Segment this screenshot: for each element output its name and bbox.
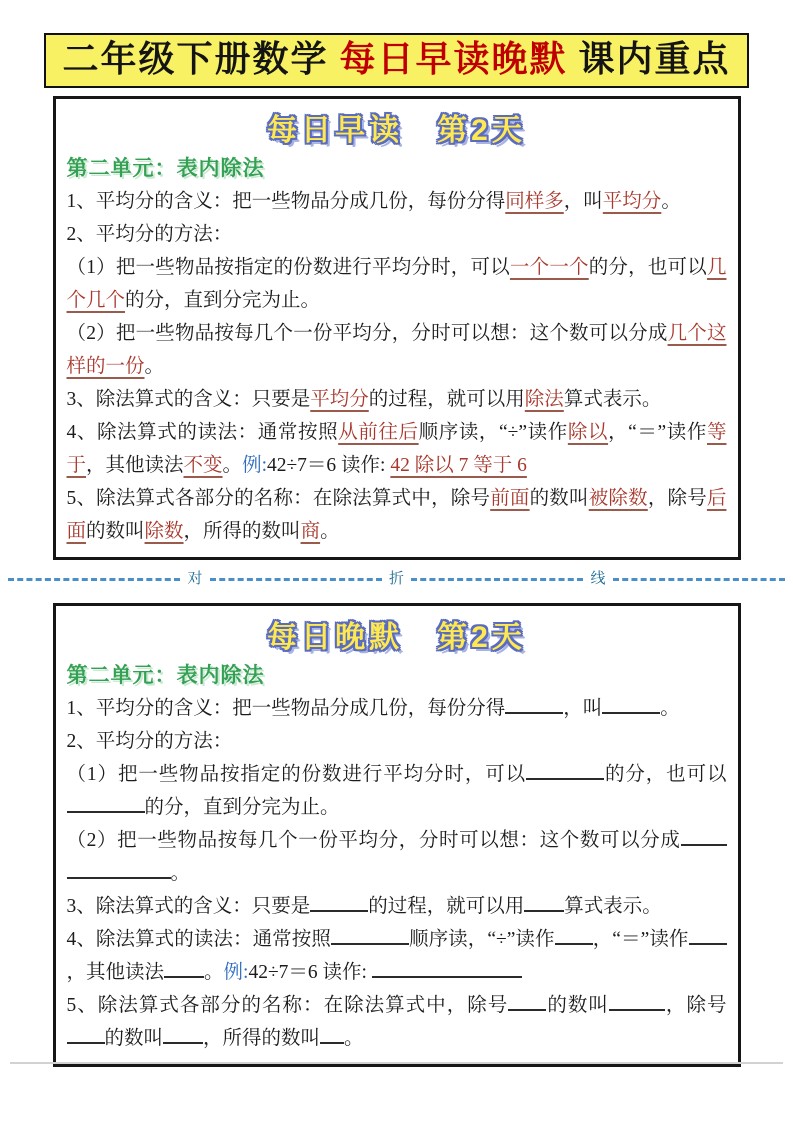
text-segment: ，所得的数叫	[203, 1028, 321, 1050]
text-segment: 4、除法算式的读法：通常按照	[66, 929, 331, 951]
fold-dash-segment	[210, 578, 382, 581]
answer-text: 同样多	[505, 191, 564, 213]
worksheet-paragraph	[67, 416, 727, 482]
text-segment: 算式表示。	[563, 389, 662, 411]
answer-text: 除法	[524, 389, 564, 411]
text-segment: 1、平均分的含义：把一些物品分成几份，每份分得	[66, 191, 506, 213]
text-segment: 顺序读，“÷”读作	[418, 422, 568, 444]
answer-text: 被除数	[588, 488, 648, 510]
answer-text: 从前往后	[338, 422, 419, 444]
answer-blank-line	[555, 925, 593, 946]
text-segment: 的过程，就可以用	[368, 896, 525, 918]
text-segment: （2）把一些物品按每几个一份平均分，分时可以想：这个数可以分成	[66, 830, 681, 852]
answer-blank-line	[508, 991, 546, 1012]
evening-panel-title: 每日晚默 第2天	[267, 621, 526, 655]
answer-blank-line	[67, 793, 145, 814]
text-segment: 4、除法算式的读法：通常按照	[66, 422, 339, 444]
text-segment: 的分，也可以	[588, 257, 707, 279]
worksheet-paragraph	[67, 824, 727, 890]
worksheet-paragraph	[67, 383, 727, 416]
morning-panel-title: 每日早读 第2天	[267, 114, 526, 148]
banner-text-segment: 二年级下册数学	[62, 39, 340, 79]
text-segment: ，其他读法	[86, 455, 184, 477]
text-segment: ，所得的数叫	[183, 521, 301, 543]
answer-text: 42 除以 7 等于 6	[390, 455, 527, 477]
text-segment: 。	[320, 521, 340, 543]
fold-label: 对	[187, 570, 203, 587]
text-segment: ，叫	[563, 191, 603, 213]
worksheet-paragraph	[67, 758, 727, 824]
answer-blank-line	[526, 760, 604, 781]
page-edge-line	[10, 1062, 783, 1064]
worksheet-paragraph	[67, 218, 727, 251]
worksheet-paragraph	[67, 185, 727, 218]
text-segment: 的分，也可以	[604, 764, 727, 786]
answer-text: 除以	[567, 422, 609, 444]
answer-blank-line	[689, 925, 727, 946]
banner-text-segment: 每日早读晚默	[339, 39, 568, 79]
text-segment: 。	[170, 863, 191, 885]
worksheet-paragraph	[67, 482, 727, 548]
text-segment: （1）把一些物品按指定的份数进行平均分时，可以	[66, 764, 527, 786]
fold-line-divider	[8, 570, 785, 588]
text-segment: （1）把一些物品按指定的份数进行平均分时，可以	[66, 257, 510, 279]
text-segment: 顺序读，“÷”读作	[408, 929, 555, 951]
worksheet-paragraph	[67, 989, 727, 1055]
text-segment: 。	[661, 191, 681, 213]
fold-label: 折	[388, 570, 404, 587]
text-segment: 。	[222, 455, 243, 477]
text-segment: ，“＝”读作	[592, 929, 689, 951]
text-segment: ，除号	[664, 995, 727, 1017]
answer-text: 一个一个	[509, 257, 589, 279]
evening-recite-panel	[53, 603, 741, 1067]
answer-blank-line	[681, 826, 727, 847]
answer-text: 平均分	[602, 191, 662, 213]
answer-text: 几个几个	[66, 257, 727, 312]
text-segment: （2）把一些物品按每几个一份平均分，分时可以想：这个数可以分成	[66, 323, 668, 345]
answer-blank-line	[505, 694, 563, 715]
text-segment: 1、平均分的含义：把一些物品分成几份，每份分得	[66, 698, 506, 720]
answer-text: 前面	[490, 488, 530, 510]
answer-text: 平均分	[310, 389, 369, 411]
text-segment: 的过程，就可以用	[368, 389, 525, 411]
answer-blank-line	[609, 991, 665, 1012]
text-segment: ，其他读法	[66, 962, 165, 984]
answer-text: 几个这样的一份	[66, 323, 727, 378]
worksheet-paragraph	[67, 317, 727, 383]
text-segment: 2、平均分的方法：	[66, 731, 233, 753]
answer-blank-line	[320, 1024, 344, 1045]
answer-blank-line	[524, 892, 564, 913]
fold-dash-segment	[613, 578, 785, 581]
answer-text: 等于	[66, 422, 727, 477]
text-segment: 42÷7＝6 读作:	[266, 455, 391, 477]
text-segment: 。	[144, 356, 165, 378]
text-segment: 。	[344, 1028, 364, 1050]
answer-blank-line	[331, 925, 409, 946]
text-segment: 的分，直到分完为止。	[125, 290, 321, 312]
banner-text-segment: 课内重点	[567, 39, 731, 79]
worksheet-paragraph	[67, 251, 727, 317]
worksheet-paragraph	[67, 890, 727, 923]
answer-blank-line	[372, 958, 522, 979]
text-segment: 的数叫	[529, 488, 589, 510]
text-segment: 的数叫	[546, 995, 609, 1017]
evening-panel-content	[67, 692, 727, 1055]
fold-label: 线	[590, 570, 606, 587]
fold-dash-segment	[411, 578, 583, 581]
text-segment: 。	[660, 698, 680, 720]
text-segment: 5、除法算式各部分的名称：在除法算式中，除号	[66, 488, 491, 510]
morning-reading-panel	[53, 96, 741, 560]
answer-blank-line	[164, 958, 204, 979]
answer-blank-line	[67, 1024, 105, 1045]
text-segment: 3、除法算式的含义：只要是	[66, 896, 311, 918]
answer-text: 除数	[144, 521, 184, 543]
answer-blank-line	[163, 1024, 203, 1045]
worksheet-paragraph	[67, 923, 727, 989]
evening-unit-heading: 第二单元：表内除法	[66, 664, 265, 688]
morning-panel-content	[67, 185, 727, 548]
text-segment: 。	[204, 962, 224, 984]
text-segment: ，叫	[563, 698, 603, 720]
text-segment: 5、除法算式各部分的名称：在除法算式中，除号	[66, 995, 509, 1017]
text-segment: ，“＝”读作	[608, 422, 707, 444]
text-segment: 42÷7＝6 读作:	[248, 962, 372, 984]
text-segment: 3、除法算式的含义：只要是	[66, 389, 311, 411]
text-segment: 的分，直到分完为止。	[144, 797, 340, 819]
answer-text: 后面	[66, 488, 727, 543]
example-label: 例:	[223, 962, 249, 984]
text-segment: 的数叫	[104, 1028, 164, 1050]
answer-blank-line	[310, 892, 368, 913]
text-segment: 2、平均分的方法：	[66, 224, 233, 246]
answer-text: 不变	[183, 455, 223, 477]
text-segment: 的数叫	[86, 521, 145, 543]
answer-blank-line	[602, 694, 660, 715]
answer-blank-line	[67, 859, 171, 880]
fold-dash-segment	[8, 578, 180, 581]
page-title-banner	[44, 33, 748, 88]
worksheet-paragraph	[67, 692, 727, 725]
text-segment: ，除号	[647, 488, 707, 510]
example-label: 例:	[242, 455, 267, 477]
text-segment: 算式表示。	[564, 896, 662, 918]
morning-unit-heading: 第二单元：表内除法	[66, 157, 265, 181]
answer-text: 商	[300, 521, 321, 543]
worksheet-paragraph	[67, 725, 727, 758]
